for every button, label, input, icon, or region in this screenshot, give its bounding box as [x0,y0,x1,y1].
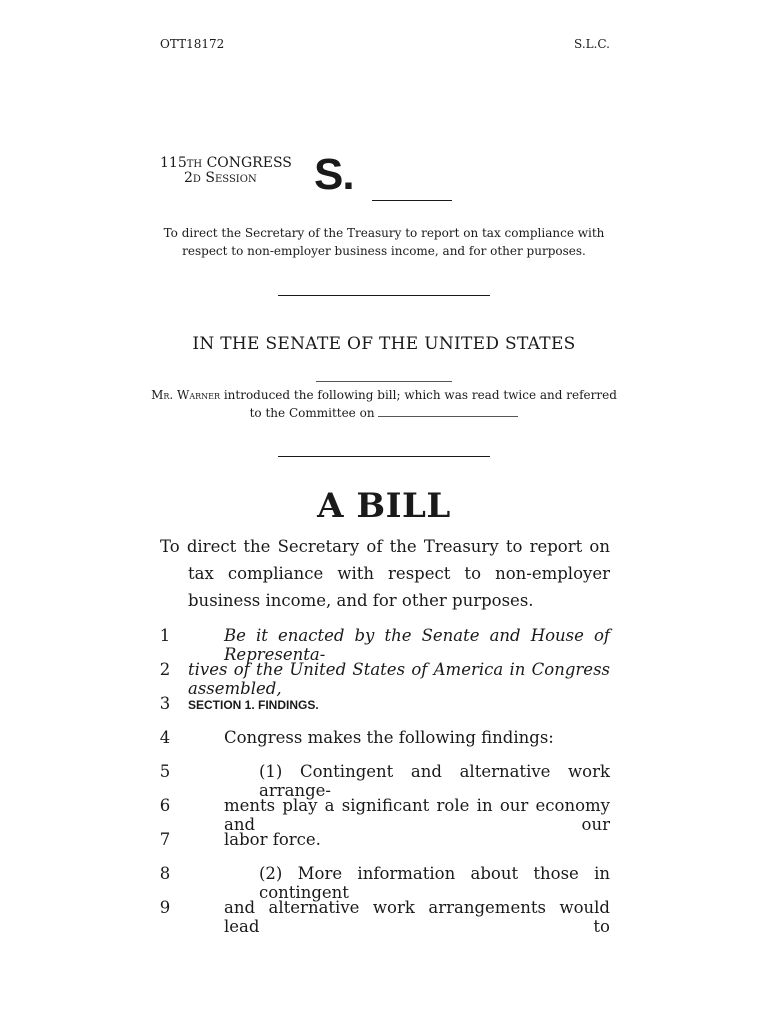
enacting-clause: tives of the United States of America in Congress assembled, [188,660,610,698]
bill-number-blank [372,200,452,201]
bill-text-line: and alternative work arrangements would lead to [224,898,610,936]
committee-blank [378,405,518,417]
bill-text-line: (2) More information about those in contingent [259,864,610,902]
bill-purpose: To direct the Secretary of the Treasury to report on tax compliance with respect to non-employer business income, and for other purposes. [160,537,610,610]
senate-heading: IN THE SENATE OF THE UNITED STATES [192,334,576,354]
bill-text-line: Congress makes the following findings: [224,728,554,747]
section-heading: SECTION 1. FINDINGS. [188,698,319,712]
line-number: 3 [159,694,171,713]
bill-prefix: S. [314,150,354,199]
document-classification: S.L.C. [574,37,610,51]
line-number: 7 [159,830,171,849]
bill-text-line: labor force. [224,830,321,849]
document-id: OTT18172 [160,37,225,51]
congress-line: 115th CONGRESS [160,155,292,171]
bill-title: A BILL [317,486,451,526]
line-number: 1 [159,626,171,645]
divider [316,381,452,382]
intro-committee-text: to the Committee on [249,406,379,420]
congress-session [160,156,292,186]
intro-text: introduced the following bill; which was read twice and referred [220,388,617,402]
introduction-statement [150,386,618,422]
divider [278,295,490,296]
bill-text-line: ments play a significant role in our economy and our [224,796,610,834]
bill-text-line: (1) Contingent and alternative work arrange- [259,762,610,800]
enacting-clause: Be it enacted by the Senate and House of Representa- [224,626,610,664]
purpose-summary: To direct the Secretary of the Treasury to report on tax compliance with respect to non-employer business income, and for other purposes. [163,226,605,258]
sponsor-name: Mr. Warner [151,388,221,402]
line-number: 6 [159,796,171,815]
line-number: 9 [159,898,171,917]
line-number: 8 [159,864,171,883]
line-number: 2 [159,660,171,679]
line-number: 4 [159,728,171,747]
divider [278,456,490,457]
session-line: 2d Session [184,170,257,186]
line-number: 5 [159,762,171,781]
